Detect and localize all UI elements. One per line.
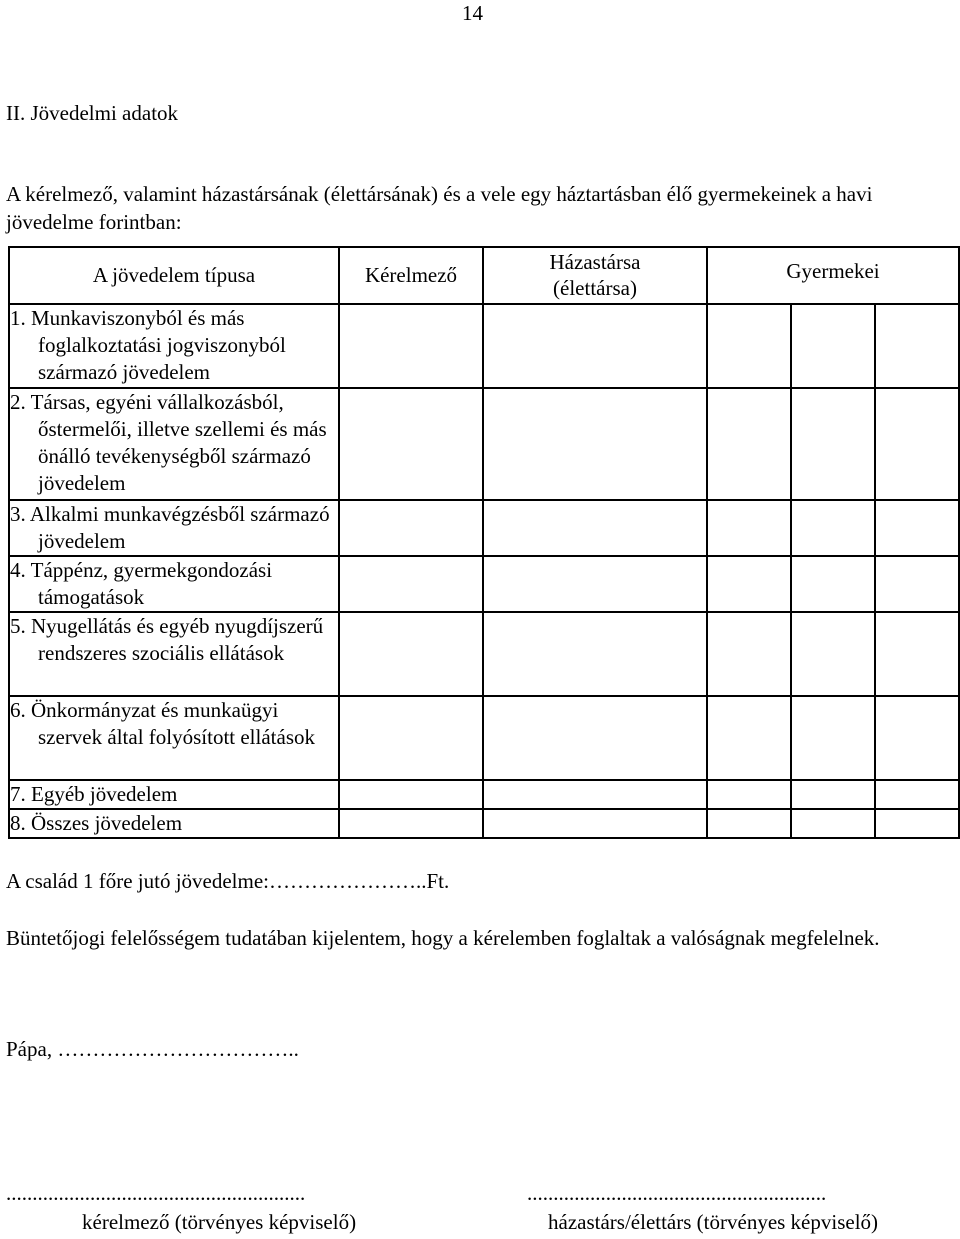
- intro-text: A kérelmező, valamint házastársának (élettársának) és a vele egy háztartásban élő gyermekeinek a havi jövedelme forintban:: [6, 182, 873, 234]
- income-row: [9, 304, 959, 388]
- applicant-value-cell[interactable]: [339, 304, 483, 388]
- child-2-value-cell[interactable]: [791, 612, 875, 696]
- header-spouse: [483, 247, 707, 304]
- child-2-value-cell[interactable]: [791, 556, 875, 612]
- child-2-value-cell[interactable]: [791, 304, 875, 388]
- applicant-value-cell[interactable]: [339, 556, 483, 612]
- income-row: [9, 500, 959, 556]
- child-2-value-cell[interactable]: [791, 500, 875, 556]
- income-row: [9, 556, 959, 612]
- income-row: [9, 780, 959, 809]
- signature-line-spouse: .........................................................: [527, 1181, 827, 1205]
- child-2-value-cell[interactable]: [791, 696, 875, 780]
- header-spouse-text: Házastársa (élettársa): [549, 250, 641, 300]
- applicant-value-cell[interactable]: [339, 500, 483, 556]
- signature-line-applicant: .........................................................: [6, 1181, 306, 1205]
- header-children: Gyermekei: [707, 247, 959, 304]
- spouse-value-cell[interactable]: [483, 556, 707, 612]
- applicant-value-cell[interactable]: [339, 809, 483, 838]
- child-1-value-cell[interactable]: [707, 612, 791, 696]
- spouse-value-cell[interactable]: [483, 388, 707, 500]
- spouse-value-cell[interactable]: [483, 809, 707, 838]
- spouse-value-cell[interactable]: [483, 500, 707, 556]
- per-capita-income: A család 1 főre jutó jövedelme:…………………..Ft.: [6, 869, 450, 893]
- income-type-label: 1. Munkaviszonyból és más foglalkoztatási jogviszonyból származó jövedelem: [9, 304, 339, 388]
- declaration-text: Büntetőjogi felelősségem tudatában kijelentem, hogy a kérelemben foglaltak a valóságnak megfelelnek.: [6, 926, 880, 950]
- spouse-value-cell[interactable]: [483, 304, 707, 388]
- applicant-value-cell[interactable]: [339, 388, 483, 500]
- income-type-label: 5. Nyugellátás és egyéb nyugdíjszerű rendszeres szociális ellátások: [9, 612, 339, 696]
- child-3-value-cell[interactable]: [875, 696, 959, 780]
- child-3-value-cell[interactable]: [875, 304, 959, 388]
- applicant-value-cell[interactable]: [339, 612, 483, 696]
- child-3-value-cell[interactable]: [875, 612, 959, 696]
- child-1-value-cell[interactable]: [707, 388, 791, 500]
- spouse-value-cell[interactable]: [483, 780, 707, 809]
- income-row: [9, 696, 959, 780]
- child-3-value-cell[interactable]: [875, 780, 959, 809]
- header-applicant: Kérelmező: [339, 247, 483, 304]
- child-2-value-cell[interactable]: [791, 809, 875, 838]
- child-1-value-cell[interactable]: [707, 780, 791, 809]
- child-1-value-cell[interactable]: [707, 809, 791, 838]
- child-3-value-cell[interactable]: [875, 556, 959, 612]
- income-type-label: 8. Összes jövedelem: [9, 809, 339, 838]
- child-1-value-cell[interactable]: [707, 500, 791, 556]
- income-type-label: 3. Alkalmi munkavégzésből származó jövedelem: [9, 500, 339, 556]
- applicant-value-cell[interactable]: [339, 780, 483, 809]
- child-1-value-cell[interactable]: [707, 556, 791, 612]
- spouse-value-cell[interactable]: [483, 696, 707, 780]
- spouse-value-cell[interactable]: [483, 612, 707, 696]
- child-1-value-cell[interactable]: [707, 304, 791, 388]
- income-type-label: 2. Társas, egyéni vállalkozásból, őstermelői, illetve szellemi és más önálló tevékenységből származó jövedelem: [9, 388, 339, 500]
- child-2-value-cell[interactable]: [791, 388, 875, 500]
- child-3-value-cell[interactable]: [875, 388, 959, 500]
- signature-label-applicant: kérelmező (törvényes képviselő): [82, 1210, 357, 1234]
- applicant-value-cell[interactable]: [339, 696, 483, 780]
- income-row: [9, 612, 959, 696]
- child-3-value-cell[interactable]: [875, 809, 959, 838]
- income-row: [9, 388, 959, 500]
- child-3-value-cell[interactable]: [875, 500, 959, 556]
- child-2-value-cell[interactable]: [791, 780, 875, 809]
- child-1-value-cell[interactable]: [707, 696, 791, 780]
- income-type-label: 4. Táppénz, gyermekgondozási támogatások: [9, 556, 339, 612]
- page-number: 14: [462, 1, 483, 25]
- income-type-label: 6. Önkormányzat és munkaügyi szervek által folyósított ellátások: [9, 696, 339, 780]
- header-income-type: A jövedelem típusa: [9, 247, 339, 304]
- signature-label-spouse: házastárs/élettárs (törvényes képviselő): [548, 1210, 879, 1234]
- section-title: II. Jövedelmi adatok: [6, 101, 179, 125]
- place-date: Pápa, ……………………………..: [6, 1037, 299, 1061]
- income-row: [9, 809, 959, 838]
- income-type-label: 7. Egyéb jövedelem: [9, 780, 339, 809]
- income-table: [8, 246, 960, 839]
